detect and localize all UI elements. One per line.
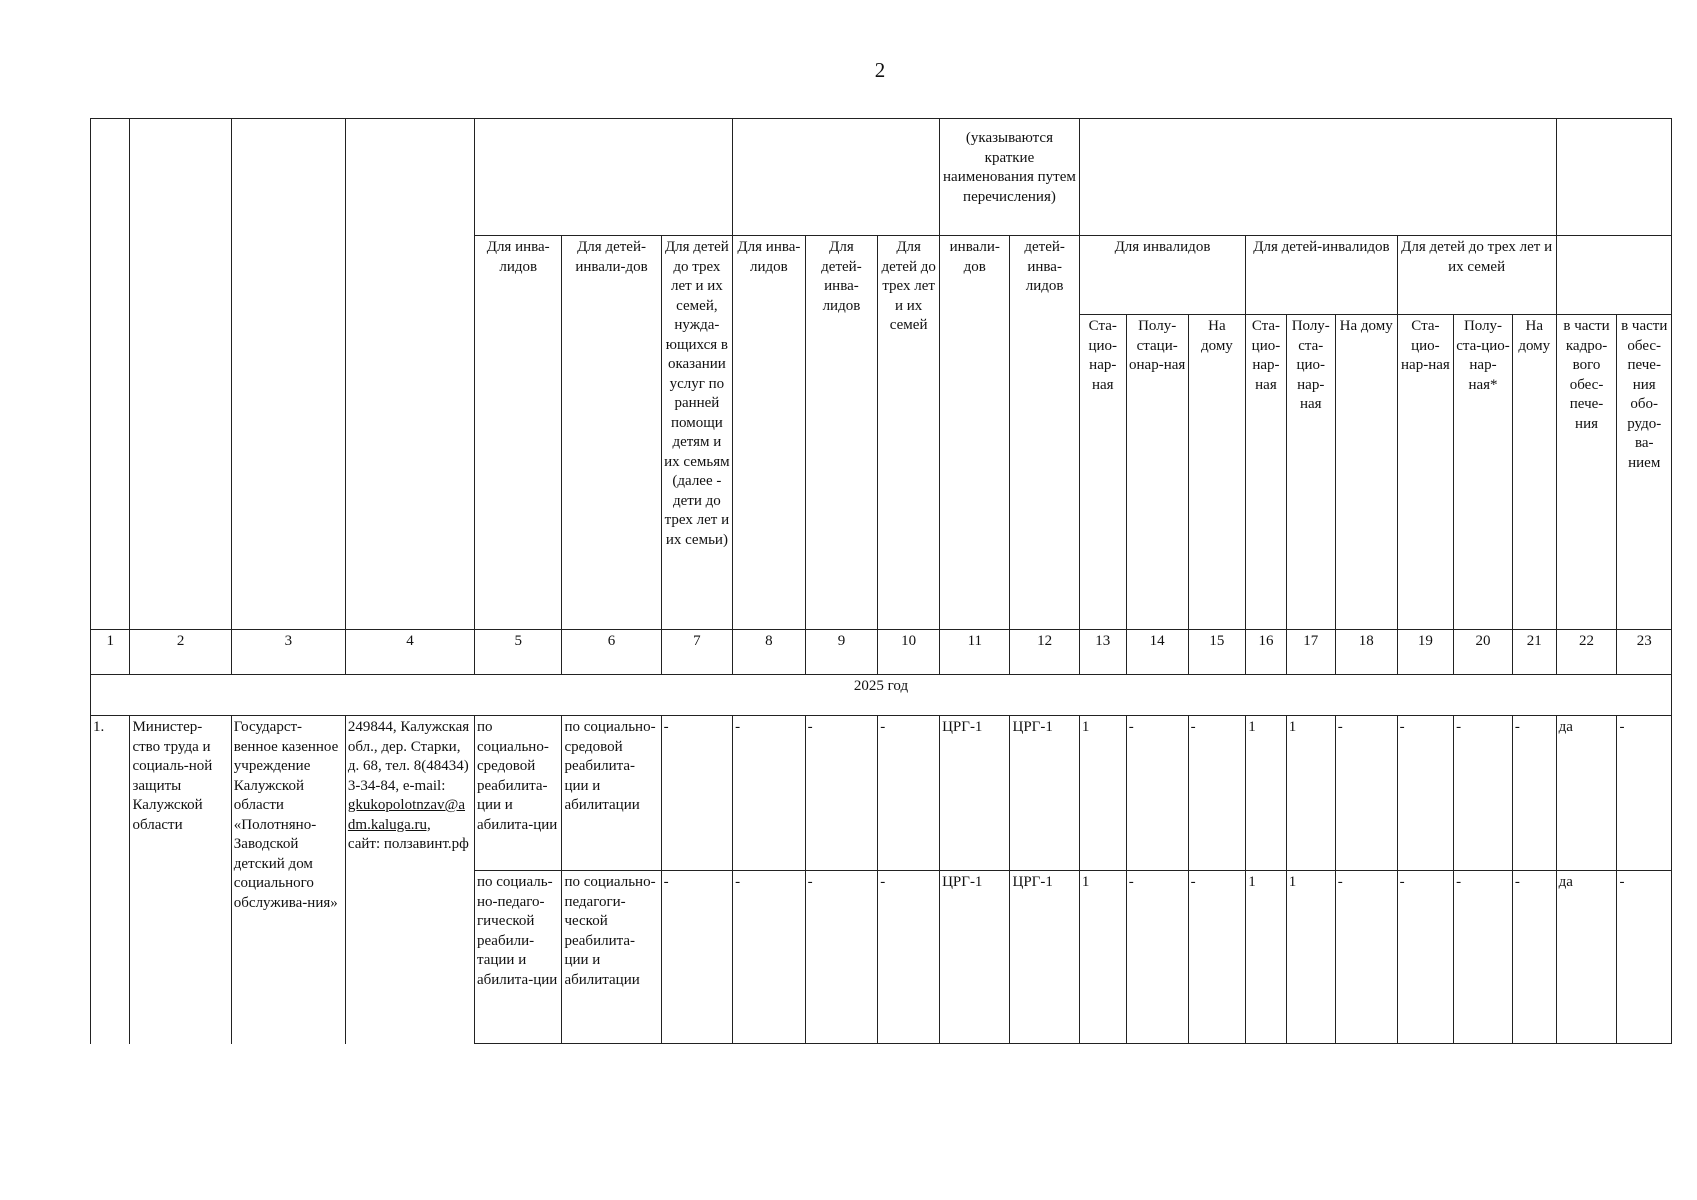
cell-c21: -	[1512, 871, 1556, 1044]
header-c6: Для детей-инвали-дов	[562, 236, 661, 630]
cell-c23: -	[1617, 871, 1672, 1044]
column-number-row	[91, 630, 1672, 675]
cell-c21: -	[1512, 716, 1556, 871]
entry-institution: Государст-венное казенное учреждение Калужской области «Полотняно-Заводской детский дом социального обслужива-ния»	[231, 716, 345, 1044]
header-c22: в части кадро-вого обес-пече-ния	[1556, 315, 1617, 630]
cell-c5: по социаль-но-педаго-гической реабили-тации и абилита-ции	[474, 871, 561, 1044]
header-group-22-23	[1556, 119, 1671, 236]
cell-c18: -	[1335, 871, 1397, 1044]
cell-c14: -	[1126, 716, 1188, 871]
header-col-2	[130, 119, 231, 630]
header-c17: Полу-ста-цио-нар-ная	[1286, 315, 1335, 630]
column-number: 14	[1126, 630, 1188, 675]
entry-ministry: Министер-ство труда и социаль-ной защиты Калужской области	[130, 716, 231, 1044]
header-c19: Ста-цио-нар-ная	[1397, 315, 1454, 630]
cell-c16: 1	[1246, 871, 1287, 1044]
year-row	[91, 675, 1672, 716]
cell-c9: -	[805, 716, 878, 871]
column-number: 1	[91, 630, 130, 675]
cell-c8: -	[733, 871, 806, 1044]
header-note-11-12: (указываются краткие наименования путем перечисления)	[940, 119, 1080, 236]
header-c13: Ста-цио-нар-ная	[1079, 315, 1126, 630]
column-number: 9	[805, 630, 878, 675]
column-number: 23	[1617, 630, 1672, 675]
header-c9: Для детей-инва-лидов	[805, 236, 878, 630]
cell-c6: по социально-педагоги-ческой реабилита-ции и абилитации	[562, 871, 661, 1044]
table-row	[91, 716, 1672, 871]
cell-c20: -	[1454, 716, 1513, 871]
header-c5: Для инва-лидов	[474, 236, 561, 630]
header-c14: Полу-стаци-онар-ная	[1126, 315, 1188, 630]
header-group-invalids: Для инвалидов	[1079, 236, 1245, 315]
cell-c13: 1	[1079, 716, 1126, 871]
header-c12: детей-инва-лидов	[1010, 236, 1079, 630]
cell-c12: ЦРГ-1	[1010, 871, 1079, 1044]
page-number: 2	[874, 58, 886, 82]
cell-c5: по социально-средовой реабилита-ции и абилита-ции	[474, 716, 561, 871]
header-row-1	[91, 119, 1672, 236]
column-number: 20	[1454, 630, 1513, 675]
column-number: 15	[1188, 630, 1246, 675]
header-c10: Для детей до трех лет и их семей	[878, 236, 940, 630]
header-c15: На дому	[1188, 315, 1246, 630]
column-number: 8	[733, 630, 806, 675]
cell-c15: -	[1188, 871, 1246, 1044]
cell-c6: по социально-средовой реабилита-ции и абилитации	[562, 716, 661, 871]
cell-c11: ЦРГ-1	[940, 716, 1010, 871]
cell-c9: -	[805, 871, 878, 1044]
header-group-13-21	[1079, 119, 1556, 236]
header-c16: Ста-цио-нар-ная	[1246, 315, 1287, 630]
cell-c23: -	[1617, 716, 1672, 871]
header-c21: На дому	[1512, 315, 1556, 630]
entry-site: сайт: ползавинт.рф	[347, 836, 469, 852]
services-table	[90, 118, 1672, 1044]
column-number: 3	[231, 630, 345, 675]
cell-c18: -	[1335, 716, 1397, 871]
column-number: 22	[1556, 630, 1617, 675]
header-c20: Полу-ста-цио-нар-ная*	[1454, 315, 1513, 630]
cell-c17: 1	[1286, 871, 1335, 1044]
header-col-4	[345, 119, 474, 630]
entry-number: 1.	[91, 716, 130, 1044]
header-c23: в части обес-пече-ния обо-рудо-ва-нием	[1617, 315, 1672, 630]
cell-c16: 1	[1246, 716, 1287, 871]
header-c7: Для детей до трех лет и их семей, нужда-ющихся в оказании услуг по ранней помощи детям и их семьям (далее - дети до трех лет и их семьи)	[661, 236, 733, 630]
cell-c12: ЦРГ-1	[1010, 716, 1079, 871]
cell-c15: -	[1188, 716, 1246, 871]
cell-c13: 1	[1079, 871, 1126, 1044]
header-col-3	[231, 119, 345, 630]
header-c11: инвали-дов	[940, 236, 1010, 630]
header-group-5-7	[474, 119, 732, 236]
column-number: 12	[1010, 630, 1079, 675]
header-group-child-invalids: Для детей-инвалидов	[1246, 236, 1397, 315]
entry-address: 249844, Калужская обл., дер. Старки, д. 68, тел. 8(48434) 3-34-84, e-mail:	[347, 719, 470, 794]
header-blank-22-23	[1556, 236, 1671, 315]
header-c8: Для инва-лидов	[733, 236, 806, 630]
column-number: 4	[345, 630, 474, 675]
header-group-8-10	[733, 119, 940, 236]
cell-c10: -	[878, 716, 940, 871]
cell-c7: -	[661, 871, 733, 1044]
cell-c11: ЦРГ-1	[940, 871, 1010, 1044]
cell-c20: -	[1454, 871, 1513, 1044]
cell-c10: -	[878, 871, 940, 1044]
entry-email-link[interactable]: gkukopolotnzav@adm.kaluga.ru,	[347, 797, 466, 833]
column-number: 5	[474, 630, 561, 675]
column-number: 19	[1397, 630, 1454, 675]
cell-c19: -	[1397, 871, 1454, 1044]
cell-c22: да	[1556, 871, 1617, 1044]
cell-c14: -	[1126, 871, 1188, 1044]
header-group-children-under-three: Для детей до трех лет и их семей	[1397, 236, 1556, 315]
column-number: 7	[661, 630, 733, 675]
column-number: 17	[1286, 630, 1335, 675]
column-number: 10	[878, 630, 940, 675]
cell-c8: -	[733, 716, 806, 871]
column-number: 11	[940, 630, 1010, 675]
year-label: 2025 год	[91, 675, 1672, 716]
column-number: 16	[1246, 630, 1287, 675]
column-number: 13	[1079, 630, 1126, 675]
column-number: 6	[562, 630, 661, 675]
entry-contacts	[345, 716, 474, 1044]
cell-c7: -	[661, 716, 733, 871]
cell-c17: 1	[1286, 716, 1335, 871]
cell-c22: да	[1556, 716, 1617, 871]
column-number: 18	[1335, 630, 1397, 675]
column-number: 2	[130, 630, 231, 675]
cell-c19: -	[1397, 716, 1454, 871]
header-col-1	[91, 119, 130, 630]
column-number: 21	[1512, 630, 1556, 675]
header-c18: На дому	[1335, 315, 1397, 630]
